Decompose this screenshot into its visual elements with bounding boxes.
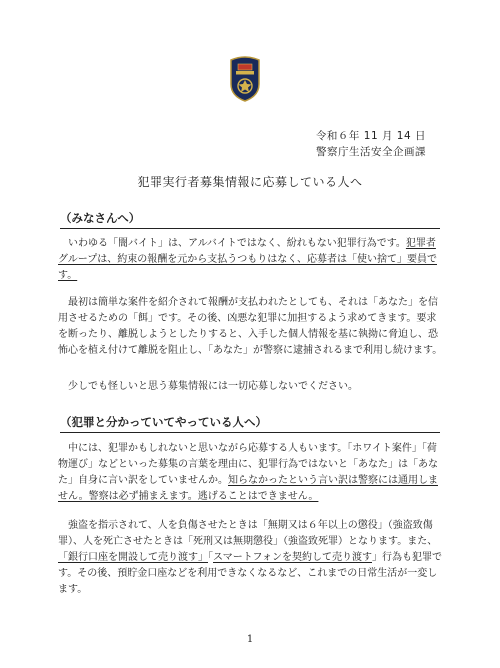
underlined-text: スマートフォンを契約して売り渡す (213, 552, 372, 563)
paragraph-text: いわゆる「闇バイト」は、アルバイトではなく、紛れもない犯罪行為です。 (58, 238, 406, 249)
section-heading-everyone: （みなさんへ） (60, 209, 440, 229)
paragraph (58, 295, 443, 359)
paragraph-text: 中には、犯罪かもしれないと思いながら応募する人もいます。「ホワイト案件」「荷物運び」などといった募集の言葉を理由に、犯罪行為ではないと「あなた」は「あなた」自身に言い訳をしていませんか。 (58, 443, 438, 486)
underlined-text: 知らなかったという言い訳は警察には通用しません。警察は必ず捕まえます。逃げることはできません。 (58, 475, 438, 502)
document-meta (316, 128, 426, 160)
issuing-department: 警察庁生活安全企画課 (316, 146, 426, 158)
paragraph (58, 518, 443, 598)
section-heading-offenders: （犯罪と分かっていてやっている人へ） (60, 413, 440, 433)
paragraph-text: 」行為も犯罪です。その後、預貯金口座などを利用できなくなるなど、これまでの日常生活が一変します。 (58, 552, 442, 595)
page-number: 1 (246, 634, 254, 645)
paragraph-text: 最初は簡単な案件を紹介されて報酬が支払われたとしても、それは「あなた」を信用させるための「餌」です。その後、凶悪な犯罪に加担するよう求めてきます。要求を断ったり、離脱しようとしたりすると、入手した個人情報を基に執拗に脅迫し、恐怖心を植え付けて離脱を阻止し、「あなた」が警察に逮捕されるまで利用し続けます。 (58, 297, 443, 356)
paragraph (58, 379, 443, 395)
paragraph-text: 「 (208, 552, 213, 563)
underlined-text: 「銀行口座を開設して売り渡す」 (58, 552, 208, 563)
issue-date: 令和６年 11 月 14 日 (315, 130, 426, 142)
underlined-text: 犯罪者グループは、約束の報酬を元から支払うつもりはなく、応募者は「使い捨て」要員です。 (58, 238, 437, 281)
paragraph-text: 強盗を指示されて、人を負傷させたときは「無期又は６年以上の懲役」（強盗致傷罪）、人を死亡させたときは「死刑又は無期懲役」（強盗致死罪）となります。 (58, 520, 433, 547)
paragraph-text: 少しでも怪しいと思う募集情報には一切応募しないでください。 (58, 381, 358, 392)
document-title: 犯罪実行者募集情報に応募している人へ (137, 175, 363, 189)
paragraph (58, 236, 443, 284)
paragraph-text: また、 (407, 536, 438, 547)
paragraph (58, 441, 443, 505)
police-emblem-icon (225, 54, 265, 102)
